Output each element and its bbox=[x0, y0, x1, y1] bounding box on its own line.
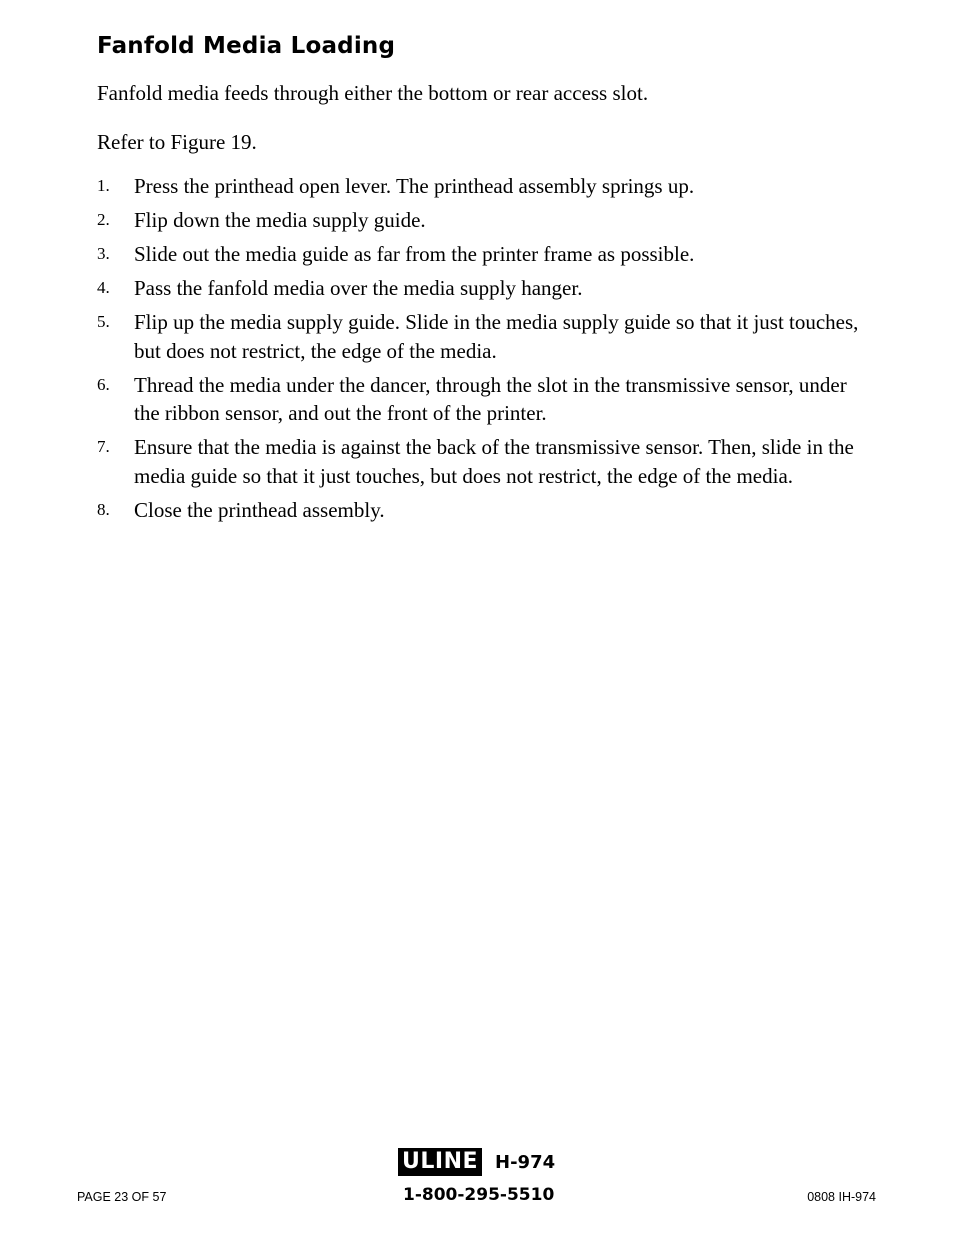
step-text: Flip down the media supply guide. bbox=[134, 208, 426, 232]
instruction-steps bbox=[97, 172, 867, 530]
step-number: 7. bbox=[97, 437, 110, 456]
model-number: H-974 bbox=[495, 1151, 556, 1173]
step-item bbox=[97, 308, 867, 365]
page-heading: Fanfold Media Loading bbox=[97, 33, 396, 59]
step-text: Thread the media under the dancer, through the slot in the transmissive sensor, under the ribbon sensor, and out the front of the printer. bbox=[134, 372, 847, 425]
step-item bbox=[97, 496, 867, 525]
step-text: Flip up the media supply guide. Slide in the media supply guide so that it just touches, but does not restrict, the edge of the media. bbox=[134, 310, 859, 363]
step-number: 5. bbox=[97, 312, 110, 331]
step-text: Pass the fanfold media over the media supply hanger. bbox=[134, 276, 583, 300]
uline-logo: ULINE bbox=[398, 1148, 482, 1176]
step-number: 4. bbox=[97, 278, 110, 297]
step-item bbox=[97, 172, 867, 201]
step-number: 3. bbox=[97, 244, 110, 263]
step-number: 2. bbox=[97, 210, 110, 229]
page-number: PAGE 23 OF 57 bbox=[77, 1190, 167, 1204]
step-item bbox=[97, 206, 867, 235]
figure-reference: Refer to Figure 19. bbox=[97, 130, 257, 154]
step-item bbox=[97, 371, 867, 428]
step-text: Close the printhead assembly. bbox=[134, 497, 385, 522]
step-item bbox=[97, 240, 867, 269]
step-text: Ensure that the media is against the back of the transmissive sensor. Then, slide in the media guide so that it just touches, but does not restrict, the edge of the media. bbox=[134, 435, 854, 488]
footer-brand bbox=[398, 1148, 555, 1176]
phone-number: 1-800-295-5510 bbox=[403, 1185, 555, 1205]
step-item bbox=[97, 274, 867, 303]
step-text: Press the printhead open lever. The printhead assembly springs up. bbox=[134, 174, 695, 198]
step-number: 6. bbox=[97, 374, 110, 394]
document-code: 0808 IH-974 bbox=[807, 1190, 876, 1204]
step-item bbox=[97, 433, 867, 490]
step-text: Slide out the media guide as far from the printer frame as possible. bbox=[134, 242, 695, 266]
step-number: 1. bbox=[97, 176, 110, 195]
intro-paragraph: Fanfold media feeds through either the bottom or rear access slot. bbox=[97, 81, 649, 105]
step-number: 8. bbox=[97, 499, 110, 519]
